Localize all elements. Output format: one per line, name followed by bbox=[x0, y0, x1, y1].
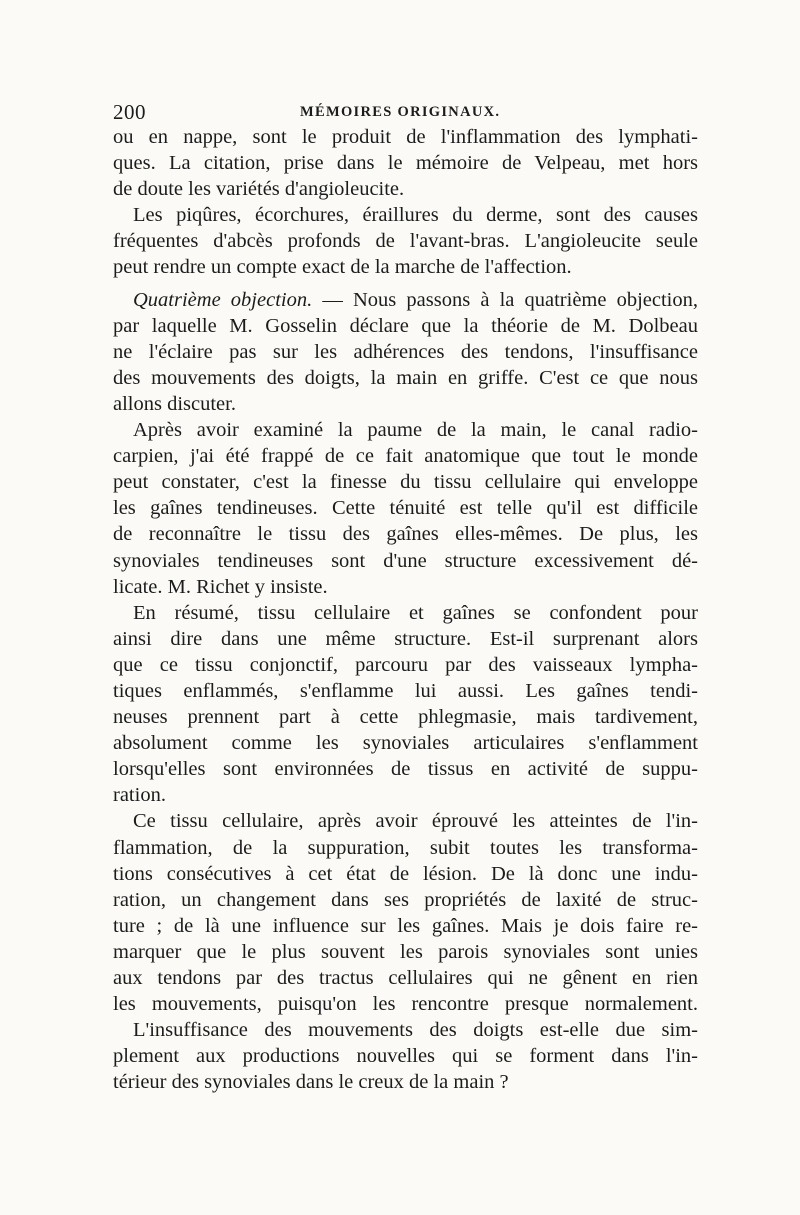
text-line: ture ; de là une influence sur les gaînes. Mais je dois faire re- bbox=[113, 914, 698, 937]
text-line: carpien, j'ai été frappé de ce fait anatomique que tout le monde bbox=[113, 445, 698, 468]
text-line: ou en nappe, sont le produit de l'inflammation des lymphati- bbox=[113, 126, 698, 148]
text-line: lorsqu'elles sont environnées de tissus en activité de suppu- bbox=[113, 758, 698, 781]
text-line: flammation, de la suppuration, subit toutes les transforma- bbox=[113, 836, 698, 859]
text-line: En résumé, tissu cellulaire et gaînes se confondent pour bbox=[133, 601, 698, 624]
text-line: peut constater, c'est la finesse du tissu cellulaire qui enveloppe bbox=[113, 471, 698, 494]
text-line: tions consécutives à cet état de lésion. De là donc une indu- bbox=[113, 862, 698, 885]
body-text bbox=[113, 124, 698, 1095]
text-line: Après avoir examiné la paume de la main, le canal radio- bbox=[133, 419, 698, 442]
text-line bbox=[113, 287, 698, 313]
text-line: allons discuter. bbox=[113, 392, 236, 415]
text-line: L'insuffisance des mouvements des doigts est-elle due sim- bbox=[133, 1019, 698, 1042]
paragraph-3 bbox=[113, 287, 698, 417]
section-heading-rest: — Nous passons à la quatrième objection, bbox=[312, 288, 699, 311]
text-line: absolument comme les synoviales articulaires s'enflamment bbox=[113, 732, 698, 755]
text-line: ques. La citation, prise dans le mémoire de Velpeau, met hors bbox=[113, 152, 698, 175]
paragraph-7 bbox=[113, 1017, 698, 1095]
text-line: des mouvements des doigts, la main en griffe. C'est ce que nous bbox=[113, 366, 698, 389]
text-line: fréquentes d'abcès profonds de l'avant-bras. L'angioleucite seule bbox=[113, 230, 698, 253]
text-line: licate. M. Richet y insiste. bbox=[113, 575, 328, 598]
text-line: térieur des synoviales dans le creux de la main ? bbox=[113, 1071, 509, 1094]
paragraph-4 bbox=[113, 417, 698, 600]
text-line: aux tendons par des tractus cellulaires qui ne gênent en rien bbox=[113, 967, 698, 989]
text-line: Ce tissu cellulaire, après avoir éprouvé les atteintes de l'in- bbox=[133, 810, 698, 833]
text-line: de reconnaître le tissu des gaînes elles-mêmes. De plus, les bbox=[113, 523, 698, 546]
text-line: peut rendre un compte exact de la marche de l'affection. bbox=[113, 256, 572, 279]
paragraph-5 bbox=[113, 600, 698, 809]
section-heading-italic: Quatrième objection. bbox=[133, 288, 313, 311]
text-line: synoviales tendineuses sont d'une structure excessivement dé- bbox=[113, 549, 698, 572]
text-line: Les piqûres, écorchures, éraillures du derme, sont des causes bbox=[133, 204, 698, 227]
text-line: neuses prennent part à cette phlegmasie, mais tardivement, bbox=[113, 706, 698, 729]
page-number: 200 bbox=[113, 100, 146, 124]
text-line: les gaînes tendineuses. Cette ténuité est telle qu'il est difficile bbox=[113, 497, 698, 520]
text-line: plement aux productions nouvelles qui se forment dans l'in- bbox=[113, 1045, 698, 1068]
text-line: ne l'éclaire pas sur les adhérences des tendons, l'insuffisance bbox=[113, 340, 698, 363]
paragraph-1 bbox=[113, 124, 698, 202]
paragraph-2 bbox=[113, 202, 698, 280]
text-line: tiques enflammés, s'enflamme lui aussi. Les gaînes tendi- bbox=[113, 679, 698, 702]
text-line: marquer que le plus souvent les parois synoviales sont unies bbox=[113, 940, 698, 963]
text-line: de doute les variétés d'angioleucite. bbox=[113, 178, 405, 201]
text-line: ainsi dire dans une même structure. Est-il surprenant alors bbox=[113, 627, 698, 650]
paragraph-6 bbox=[113, 808, 698, 1017]
text-line: que ce tissu conjonctif, parcouru par des vaisseaux lympha- bbox=[113, 653, 698, 676]
text-line: les mouvements, puisqu'on les rencontre presque normalement. bbox=[113, 993, 698, 1016]
text-line: ration. bbox=[113, 784, 166, 807]
text-line: ration, un changement dans ses propriétés de laxité de struc- bbox=[113, 888, 698, 911]
page-header bbox=[113, 100, 693, 124]
text-line: par laquelle M. Gosselin déclare que la théorie de M. Dolbeau bbox=[113, 314, 698, 337]
running-title: MÉMOIRES ORIGINAUX. bbox=[300, 104, 501, 120]
